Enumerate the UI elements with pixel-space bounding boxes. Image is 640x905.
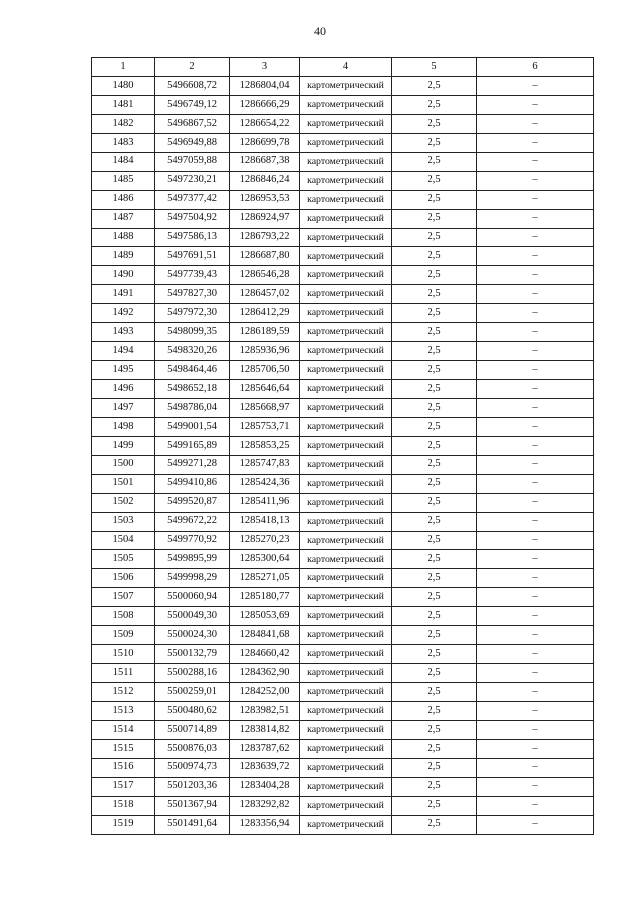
accuracy-cell: 2,5 bbox=[392, 304, 477, 323]
accuracy-cell: 2,5 bbox=[392, 512, 477, 531]
y-coordinate-cell: 1286412,29 bbox=[230, 304, 300, 323]
y-coordinate-cell: 1286846,24 bbox=[230, 171, 300, 190]
y-coordinate-cell: 1284841,68 bbox=[230, 626, 300, 645]
table-row bbox=[92, 266, 594, 285]
table-row bbox=[92, 77, 594, 96]
table-row bbox=[92, 796, 594, 815]
x-coordinate-cell: 5500060,94 bbox=[155, 588, 230, 607]
accuracy-cell: 2,5 bbox=[392, 815, 477, 834]
x-coordinate-cell: 5496608,72 bbox=[155, 77, 230, 96]
note-cell: – bbox=[477, 701, 594, 720]
table-row bbox=[92, 95, 594, 114]
method-cell: картометрический bbox=[300, 683, 392, 702]
note-cell: – bbox=[477, 114, 594, 133]
note-cell: – bbox=[477, 569, 594, 588]
x-coordinate-cell: 5496949,88 bbox=[155, 133, 230, 152]
note-cell: – bbox=[477, 531, 594, 550]
point-number-cell: 1492 bbox=[92, 304, 155, 323]
method-cell: картометрический bbox=[300, 626, 392, 645]
y-coordinate-cell: 1284362,90 bbox=[230, 664, 300, 683]
accuracy-cell: 2,5 bbox=[392, 436, 477, 455]
x-coordinate-cell: 5501367,94 bbox=[155, 796, 230, 815]
accuracy-cell: 2,5 bbox=[392, 626, 477, 645]
accuracy-cell: 2,5 bbox=[392, 739, 477, 758]
accuracy-cell: 2,5 bbox=[392, 114, 477, 133]
table-row bbox=[92, 171, 594, 190]
y-coordinate-cell: 1283404,28 bbox=[230, 777, 300, 796]
note-cell: – bbox=[477, 758, 594, 777]
x-coordinate-cell: 5497972,30 bbox=[155, 304, 230, 323]
accuracy-cell: 2,5 bbox=[392, 209, 477, 228]
point-number-cell: 1514 bbox=[92, 720, 155, 739]
note-cell: – bbox=[477, 209, 594, 228]
accuracy-cell: 2,5 bbox=[392, 645, 477, 664]
point-number-cell: 1483 bbox=[92, 133, 155, 152]
header-col-4: 4 bbox=[300, 58, 392, 77]
method-cell: картометрический bbox=[300, 739, 392, 758]
accuracy-cell: 2,5 bbox=[392, 323, 477, 342]
table-row bbox=[92, 739, 594, 758]
note-cell: – bbox=[477, 417, 594, 436]
table-row bbox=[92, 342, 594, 361]
method-cell: картометрический bbox=[300, 266, 392, 285]
method-cell: картометрический bbox=[300, 645, 392, 664]
point-number-cell: 1490 bbox=[92, 266, 155, 285]
x-coordinate-cell: 5500480,62 bbox=[155, 701, 230, 720]
x-coordinate-cell: 5499895,99 bbox=[155, 550, 230, 569]
accuracy-cell: 2,5 bbox=[392, 190, 477, 209]
note-cell: – bbox=[477, 361, 594, 380]
accuracy-cell: 2,5 bbox=[392, 777, 477, 796]
point-number-cell: 1509 bbox=[92, 626, 155, 645]
note-cell: – bbox=[477, 815, 594, 834]
accuracy-cell: 2,5 bbox=[392, 95, 477, 114]
point-number-cell: 1488 bbox=[92, 228, 155, 247]
note-cell: – bbox=[477, 398, 594, 417]
method-cell: картометрический bbox=[300, 361, 392, 380]
x-coordinate-cell: 5496867,52 bbox=[155, 114, 230, 133]
accuracy-cell: 2,5 bbox=[392, 531, 477, 550]
method-cell: картометрический bbox=[300, 512, 392, 531]
x-coordinate-cell: 5498464,46 bbox=[155, 361, 230, 380]
y-coordinate-cell: 1285936,96 bbox=[230, 342, 300, 361]
table-row bbox=[92, 512, 594, 531]
x-coordinate-cell: 5499998,29 bbox=[155, 569, 230, 588]
point-number-cell: 1507 bbox=[92, 588, 155, 607]
accuracy-cell: 2,5 bbox=[392, 380, 477, 399]
x-coordinate-cell: 5500024,30 bbox=[155, 626, 230, 645]
table-row bbox=[92, 152, 594, 171]
point-number-cell: 1481 bbox=[92, 95, 155, 114]
method-cell: картометрический bbox=[300, 815, 392, 834]
header-col-6: 6 bbox=[477, 58, 594, 77]
method-cell: картометрический bbox=[300, 701, 392, 720]
point-number-cell: 1505 bbox=[92, 550, 155, 569]
method-cell: картометрический bbox=[300, 95, 392, 114]
y-coordinate-cell: 1285747,83 bbox=[230, 455, 300, 474]
y-coordinate-cell: 1285646,64 bbox=[230, 380, 300, 399]
note-cell: – bbox=[477, 739, 594, 758]
table-row bbox=[92, 777, 594, 796]
table-row bbox=[92, 664, 594, 683]
table-row bbox=[92, 398, 594, 417]
note-cell: – bbox=[477, 626, 594, 645]
table-row bbox=[92, 645, 594, 664]
y-coordinate-cell: 1285418,13 bbox=[230, 512, 300, 531]
note-cell: – bbox=[477, 266, 594, 285]
table-row bbox=[92, 247, 594, 266]
accuracy-cell: 2,5 bbox=[392, 701, 477, 720]
accuracy-cell: 2,5 bbox=[392, 228, 477, 247]
y-coordinate-cell: 1283814,82 bbox=[230, 720, 300, 739]
point-number-cell: 1498 bbox=[92, 417, 155, 436]
table-row bbox=[92, 474, 594, 493]
y-coordinate-cell: 1286654,22 bbox=[230, 114, 300, 133]
y-coordinate-cell: 1283292,82 bbox=[230, 796, 300, 815]
note-cell: – bbox=[477, 133, 594, 152]
accuracy-cell: 2,5 bbox=[392, 493, 477, 512]
method-cell: картометрический bbox=[300, 114, 392, 133]
y-coordinate-cell: 1285411,96 bbox=[230, 493, 300, 512]
coordinates-table bbox=[91, 57, 594, 835]
table-row bbox=[92, 228, 594, 247]
x-coordinate-cell: 5499672,22 bbox=[155, 512, 230, 531]
y-coordinate-cell: 1286546,28 bbox=[230, 266, 300, 285]
header-row bbox=[92, 58, 594, 77]
method-cell: картометрический bbox=[300, 133, 392, 152]
method-cell: картометрический bbox=[300, 550, 392, 569]
note-cell: – bbox=[477, 455, 594, 474]
method-cell: картометрический bbox=[300, 777, 392, 796]
note-cell: – bbox=[477, 645, 594, 664]
method-cell: картометрический bbox=[300, 455, 392, 474]
table-row bbox=[92, 417, 594, 436]
note-cell: – bbox=[477, 304, 594, 323]
table-row bbox=[92, 455, 594, 474]
table-row bbox=[92, 626, 594, 645]
note-cell: – bbox=[477, 152, 594, 171]
method-cell: картометрический bbox=[300, 247, 392, 266]
note-cell: – bbox=[477, 323, 594, 342]
y-coordinate-cell: 1283982,51 bbox=[230, 701, 300, 720]
note-cell: – bbox=[477, 493, 594, 512]
y-coordinate-cell: 1286699,78 bbox=[230, 133, 300, 152]
table-row bbox=[92, 569, 594, 588]
accuracy-cell: 2,5 bbox=[392, 607, 477, 626]
point-number-cell: 1480 bbox=[92, 77, 155, 96]
y-coordinate-cell: 1285668,97 bbox=[230, 398, 300, 417]
point-number-cell: 1508 bbox=[92, 607, 155, 626]
table-header bbox=[92, 58, 594, 77]
point-number-cell: 1494 bbox=[92, 342, 155, 361]
note-cell: – bbox=[477, 380, 594, 399]
point-number-cell: 1497 bbox=[92, 398, 155, 417]
header-col-3: 3 bbox=[230, 58, 300, 77]
table-row bbox=[92, 114, 594, 133]
note-cell: – bbox=[477, 720, 594, 739]
method-cell: картометрический bbox=[300, 171, 392, 190]
note-cell: – bbox=[477, 550, 594, 569]
method-cell: картометрический bbox=[300, 531, 392, 550]
accuracy-cell: 2,5 bbox=[392, 266, 477, 285]
y-coordinate-cell: 1285853,25 bbox=[230, 436, 300, 455]
accuracy-cell: 2,5 bbox=[392, 285, 477, 304]
accuracy-cell: 2,5 bbox=[392, 758, 477, 777]
y-coordinate-cell: 1286687,80 bbox=[230, 247, 300, 266]
point-number-cell: 1482 bbox=[92, 114, 155, 133]
y-coordinate-cell: 1283356,94 bbox=[230, 815, 300, 834]
point-number-cell: 1503 bbox=[92, 512, 155, 531]
table-row bbox=[92, 304, 594, 323]
x-coordinate-cell: 5498652,18 bbox=[155, 380, 230, 399]
table-row bbox=[92, 758, 594, 777]
y-coordinate-cell: 1285270,23 bbox=[230, 531, 300, 550]
x-coordinate-cell: 5501203,36 bbox=[155, 777, 230, 796]
point-number-cell: 1504 bbox=[92, 531, 155, 550]
method-cell: картометрический bbox=[300, 398, 392, 417]
x-coordinate-cell: 5499165,89 bbox=[155, 436, 230, 455]
note-cell: – bbox=[477, 95, 594, 114]
method-cell: картометрический bbox=[300, 77, 392, 96]
x-coordinate-cell: 5501491,64 bbox=[155, 815, 230, 834]
method-cell: картометрический bbox=[300, 474, 392, 493]
method-cell: картометрический bbox=[300, 380, 392, 399]
point-number-cell: 1495 bbox=[92, 361, 155, 380]
x-coordinate-cell: 5498099,35 bbox=[155, 323, 230, 342]
method-cell: картометрический bbox=[300, 720, 392, 739]
x-coordinate-cell: 5499410,86 bbox=[155, 474, 230, 493]
point-number-cell: 1484 bbox=[92, 152, 155, 171]
method-cell: картометрический bbox=[300, 342, 392, 361]
y-coordinate-cell: 1286804,04 bbox=[230, 77, 300, 96]
method-cell: картометрический bbox=[300, 436, 392, 455]
point-number-cell: 1502 bbox=[92, 493, 155, 512]
accuracy-cell: 2,5 bbox=[392, 417, 477, 436]
point-number-cell: 1515 bbox=[92, 739, 155, 758]
note-cell: – bbox=[477, 474, 594, 493]
method-cell: картометрический bbox=[300, 588, 392, 607]
accuracy-cell: 2,5 bbox=[392, 342, 477, 361]
table-row bbox=[92, 701, 594, 720]
y-coordinate-cell: 1285180,77 bbox=[230, 588, 300, 607]
point-number-cell: 1510 bbox=[92, 645, 155, 664]
y-coordinate-cell: 1285424,36 bbox=[230, 474, 300, 493]
y-coordinate-cell: 1286687,38 bbox=[230, 152, 300, 171]
method-cell: картометрический bbox=[300, 209, 392, 228]
y-coordinate-cell: 1285706,50 bbox=[230, 361, 300, 380]
y-coordinate-cell: 1286953,53 bbox=[230, 190, 300, 209]
accuracy-cell: 2,5 bbox=[392, 77, 477, 96]
note-cell: – bbox=[477, 171, 594, 190]
method-cell: картометрический bbox=[300, 607, 392, 626]
y-coordinate-cell: 1285753,71 bbox=[230, 417, 300, 436]
x-coordinate-cell: 5500132,79 bbox=[155, 645, 230, 664]
x-coordinate-cell: 5497059,88 bbox=[155, 152, 230, 171]
table-row bbox=[92, 209, 594, 228]
x-coordinate-cell: 5496749,12 bbox=[155, 95, 230, 114]
y-coordinate-cell: 1286189,59 bbox=[230, 323, 300, 342]
table-row bbox=[92, 720, 594, 739]
note-cell: – bbox=[477, 512, 594, 531]
point-number-cell: 1489 bbox=[92, 247, 155, 266]
x-coordinate-cell: 5497739,43 bbox=[155, 266, 230, 285]
note-cell: – bbox=[477, 342, 594, 361]
method-cell: картометрический bbox=[300, 417, 392, 436]
table-row bbox=[92, 607, 594, 626]
accuracy-cell: 2,5 bbox=[392, 152, 477, 171]
y-coordinate-cell: 1283787,62 bbox=[230, 739, 300, 758]
point-number-cell: 1501 bbox=[92, 474, 155, 493]
note-cell: – bbox=[477, 777, 594, 796]
page-number: 40 bbox=[314, 24, 326, 38]
method-cell: картометрический bbox=[300, 758, 392, 777]
note-cell: – bbox=[477, 683, 594, 702]
point-number-cell: 1518 bbox=[92, 796, 155, 815]
x-coordinate-cell: 5500049,30 bbox=[155, 607, 230, 626]
accuracy-cell: 2,5 bbox=[392, 455, 477, 474]
x-coordinate-cell: 5499520,87 bbox=[155, 493, 230, 512]
table-row bbox=[92, 361, 594, 380]
note-cell: – bbox=[477, 664, 594, 683]
accuracy-cell: 2,5 bbox=[392, 133, 477, 152]
point-number-cell: 1512 bbox=[92, 683, 155, 702]
note-cell: – bbox=[477, 247, 594, 266]
accuracy-cell: 2,5 bbox=[392, 664, 477, 683]
table-row bbox=[92, 550, 594, 569]
y-coordinate-cell: 1285300,64 bbox=[230, 550, 300, 569]
y-coordinate-cell: 1286457,02 bbox=[230, 285, 300, 304]
x-coordinate-cell: 5497827,30 bbox=[155, 285, 230, 304]
note-cell: – bbox=[477, 77, 594, 96]
point-number-cell: 1487 bbox=[92, 209, 155, 228]
note-cell: – bbox=[477, 436, 594, 455]
table-row bbox=[92, 190, 594, 209]
accuracy-cell: 2,5 bbox=[392, 683, 477, 702]
accuracy-cell: 2,5 bbox=[392, 588, 477, 607]
x-coordinate-cell: 5500259,01 bbox=[155, 683, 230, 702]
table-row bbox=[92, 436, 594, 455]
note-cell: – bbox=[477, 190, 594, 209]
x-coordinate-cell: 5497586,13 bbox=[155, 228, 230, 247]
method-cell: картометрический bbox=[300, 152, 392, 171]
table-row bbox=[92, 531, 594, 550]
x-coordinate-cell: 5500288,16 bbox=[155, 664, 230, 683]
note-cell: – bbox=[477, 796, 594, 815]
point-number-cell: 1486 bbox=[92, 190, 155, 209]
x-coordinate-cell: 5498786,04 bbox=[155, 398, 230, 417]
x-coordinate-cell: 5499001,54 bbox=[155, 417, 230, 436]
point-number-cell: 1513 bbox=[92, 701, 155, 720]
point-number-cell: 1493 bbox=[92, 323, 155, 342]
y-coordinate-cell: 1284660,42 bbox=[230, 645, 300, 664]
x-coordinate-cell: 5500974,73 bbox=[155, 758, 230, 777]
header-col-2: 2 bbox=[155, 58, 230, 77]
x-coordinate-cell: 5498320,26 bbox=[155, 342, 230, 361]
table-row bbox=[92, 133, 594, 152]
table-row bbox=[92, 493, 594, 512]
accuracy-cell: 2,5 bbox=[392, 474, 477, 493]
table-row bbox=[92, 815, 594, 834]
method-cell: картометрический bbox=[300, 569, 392, 588]
table-row bbox=[92, 323, 594, 342]
y-coordinate-cell: 1286924,97 bbox=[230, 209, 300, 228]
point-number-cell: 1516 bbox=[92, 758, 155, 777]
y-coordinate-cell: 1285053,69 bbox=[230, 607, 300, 626]
point-number-cell: 1500 bbox=[92, 455, 155, 474]
method-cell: картометрический bbox=[300, 190, 392, 209]
point-number-cell: 1517 bbox=[92, 777, 155, 796]
x-coordinate-cell: 5497377,42 bbox=[155, 190, 230, 209]
x-coordinate-cell: 5500714,89 bbox=[155, 720, 230, 739]
accuracy-cell: 2,5 bbox=[392, 796, 477, 815]
point-number-cell: 1511 bbox=[92, 664, 155, 683]
accuracy-cell: 2,5 bbox=[392, 720, 477, 739]
header-col-1: 1 bbox=[92, 58, 155, 77]
accuracy-cell: 2,5 bbox=[392, 550, 477, 569]
table-row bbox=[92, 380, 594, 399]
note-cell: – bbox=[477, 285, 594, 304]
y-coordinate-cell: 1285271,05 bbox=[230, 569, 300, 588]
x-coordinate-cell: 5500876,03 bbox=[155, 739, 230, 758]
y-coordinate-cell: 1286666,29 bbox=[230, 95, 300, 114]
method-cell: картометрический bbox=[300, 304, 392, 323]
accuracy-cell: 2,5 bbox=[392, 171, 477, 190]
method-cell: картометрический bbox=[300, 664, 392, 683]
x-coordinate-cell: 5497691,51 bbox=[155, 247, 230, 266]
y-coordinate-cell: 1286793,22 bbox=[230, 228, 300, 247]
note-cell: – bbox=[477, 607, 594, 626]
method-cell: картометрический bbox=[300, 285, 392, 304]
y-coordinate-cell: 1284252,00 bbox=[230, 683, 300, 702]
accuracy-cell: 2,5 bbox=[392, 247, 477, 266]
point-number-cell: 1519 bbox=[92, 815, 155, 834]
point-number-cell: 1485 bbox=[92, 171, 155, 190]
header-col-5: 5 bbox=[392, 58, 477, 77]
method-cell: картометрический bbox=[300, 323, 392, 342]
point-number-cell: 1506 bbox=[92, 569, 155, 588]
accuracy-cell: 2,5 bbox=[392, 569, 477, 588]
note-cell: – bbox=[477, 588, 594, 607]
table-row bbox=[92, 285, 594, 304]
table-body bbox=[92, 77, 594, 835]
point-number-cell: 1496 bbox=[92, 380, 155, 399]
point-number-cell: 1491 bbox=[92, 285, 155, 304]
point-number-cell: 1499 bbox=[92, 436, 155, 455]
x-coordinate-cell: 5497504,92 bbox=[155, 209, 230, 228]
accuracy-cell: 2,5 bbox=[392, 398, 477, 417]
x-coordinate-cell: 5497230,21 bbox=[155, 171, 230, 190]
table-row bbox=[92, 683, 594, 702]
table-row bbox=[92, 588, 594, 607]
method-cell: картометрический bbox=[300, 493, 392, 512]
y-coordinate-cell: 1283639,72 bbox=[230, 758, 300, 777]
method-cell: картометрический bbox=[300, 228, 392, 247]
x-coordinate-cell: 5499770,92 bbox=[155, 531, 230, 550]
accuracy-cell: 2,5 bbox=[392, 361, 477, 380]
x-coordinate-cell: 5499271,28 bbox=[155, 455, 230, 474]
note-cell: – bbox=[477, 228, 594, 247]
method-cell: картометрический bbox=[300, 796, 392, 815]
